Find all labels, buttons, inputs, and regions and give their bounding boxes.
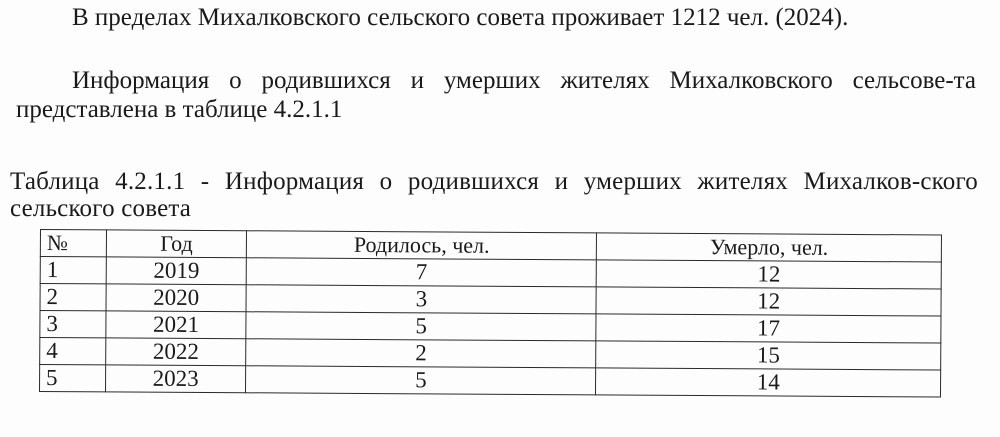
cell-year: 2020 [106,284,247,312]
cell-born: 3 [246,285,596,314]
cell-died: 12 [596,287,941,316]
info-paragraph: Информация о родившихся и умерших жителях Михалковского сельсове-та представлена в таблице 4.2.1.1 [16,67,976,123]
cell-died: 15 [596,341,941,370]
table-row [40,365,941,398]
cell-born: 2 [246,339,596,368]
cell-number: 4 [40,338,106,365]
table-caption: Таблица 4.2.1.1 - Информация о родившихся и умерших жителях Михалков-ского сельского совета [10,168,978,222]
cell-born: 5 [246,312,596,341]
header-year: Год [106,230,247,258]
header-born: Родилось, чел. [247,231,597,260]
cell-year: 2019 [106,257,247,285]
cell-died: 14 [596,368,941,397]
births-deaths-table [39,229,942,398]
cell-number: 5 [40,365,106,392]
header-number: № [40,230,106,257]
header-died: Умерло, чел. [597,233,942,262]
cell-died: 17 [596,314,941,343]
cell-died: 12 [596,260,941,289]
cell-year: 2023 [105,365,246,393]
cell-year: 2021 [106,311,247,339]
cell-number: 3 [40,311,106,338]
cell-born: 7 [246,258,596,287]
cell-number: 2 [40,284,106,311]
cell-born: 5 [246,366,596,395]
cell-number: 1 [40,257,106,284]
population-paragraph: В пределах Михалковского сельского совета проживает 1212 чел. (2024). [72,4,849,31]
cell-year: 2022 [106,338,247,366]
